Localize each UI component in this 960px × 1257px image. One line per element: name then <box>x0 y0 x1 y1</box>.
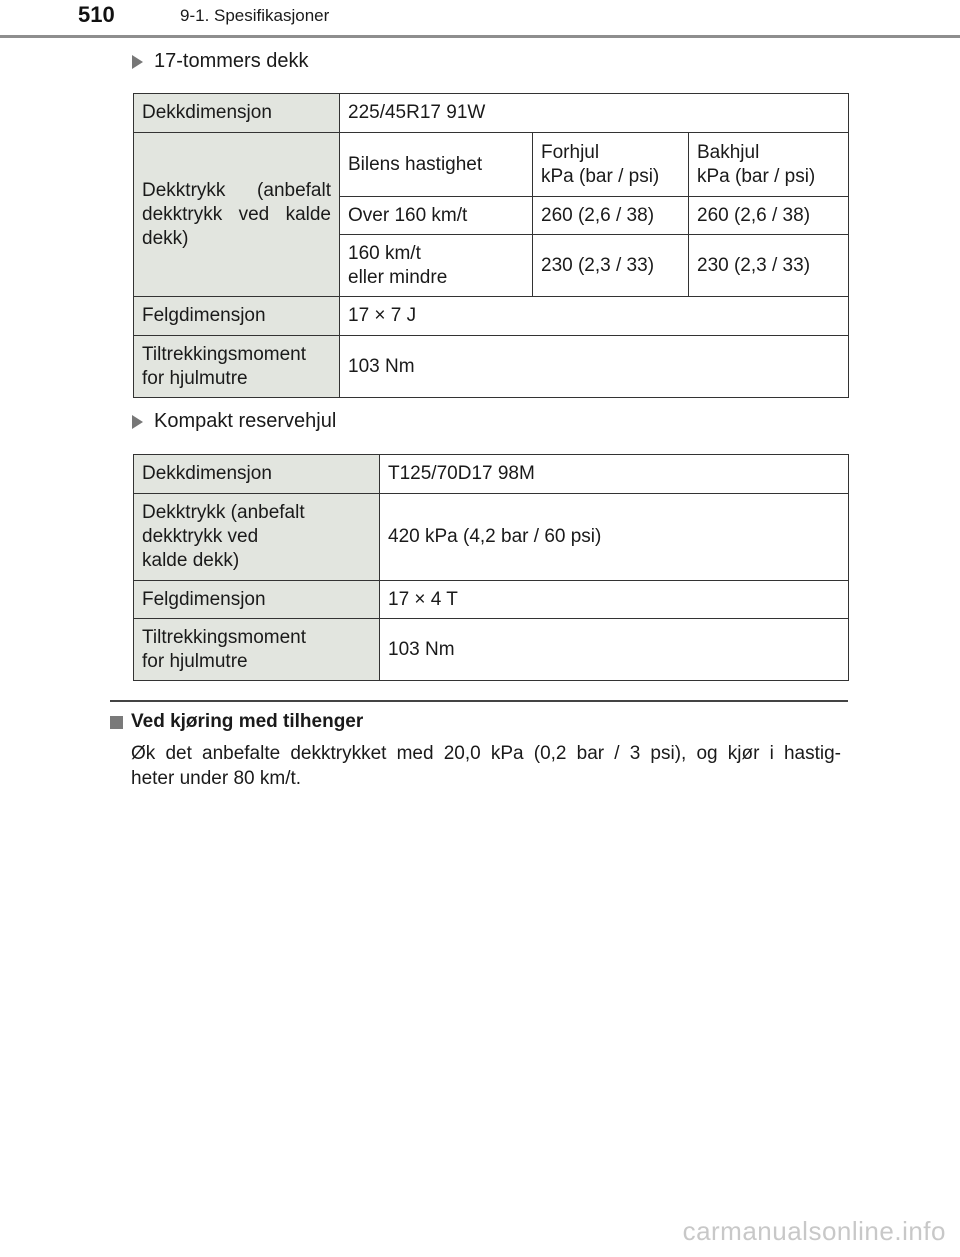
pressure-label-line: dekktrykk ved kalde <box>142 203 331 225</box>
torque-label <box>134 336 340 398</box>
page-number: 510 <box>78 2 115 27</box>
tire-size-label: Dekkdimensjon <box>134 455 380 494</box>
note-body <box>131 741 841 791</box>
speed-header: Bilens hastighet <box>340 133 533 197</box>
watermark: carmanualsonline.info <box>682 1216 946 1246</box>
pressure-label-line: dekktrykk ved <box>142 526 259 547</box>
spec-table-17-inch <box>133 93 849 398</box>
rim-label: Felgdimensjon <box>134 581 380 619</box>
table-row <box>134 581 849 619</box>
pressure-label-line: Dekktrykk (anbefalt <box>142 502 305 523</box>
spec-table-spare <box>133 454 849 681</box>
page-header <box>0 0 960 40</box>
subheading-spare-wheel <box>132 410 336 433</box>
pressure-label-line: Dekktrykk (anbefalt <box>142 179 331 201</box>
subheading-text: Kompakt reservehjul <box>154 410 337 432</box>
table-row <box>134 297 849 336</box>
torque-label <box>134 619 380 681</box>
pressure-value: 420 kPa (4,2 bar / 60 psi) <box>380 494 849 581</box>
front-pressure-cell: 230 (2,3 / 33) <box>533 235 689 297</box>
section-title: 9-1. Spesifikasjoner <box>180 6 330 25</box>
subheading-text: 17-tommers dekk <box>154 50 309 72</box>
section-divider <box>110 700 848 702</box>
note-title-text: Ved kjøring med tilhenger <box>131 711 364 732</box>
rear-header-line: Bakhjul <box>697 141 760 163</box>
torque-label-line: for hjulmutre <box>142 650 248 672</box>
rim-label: Felgdimensjon <box>134 297 340 336</box>
header-rule <box>0 35 960 38</box>
arrow-bullet-icon <box>132 55 143 69</box>
pressure-label <box>134 494 380 581</box>
front-header-line: Forhjul <box>541 141 600 163</box>
front-pressure-cell: 260 (2,6 / 38) <box>533 197 689 235</box>
speed-line: eller mindre <box>348 266 448 288</box>
speed-cell: Over 160 km/t <box>340 197 533 235</box>
torque-value: 103 Nm <box>380 619 849 681</box>
table-row <box>134 455 849 494</box>
front-header-unit: kPa (bar / psi) <box>541 165 660 187</box>
table-row <box>134 619 849 681</box>
arrow-bullet-icon <box>132 415 143 429</box>
rear-header-unit: kPa (bar / psi) <box>697 165 816 187</box>
table-row <box>134 336 849 398</box>
tire-size-value: T125/70D17 98M <box>380 455 849 494</box>
speed-cell <box>340 235 533 297</box>
torque-label-line: Tiltrekkingsmoment <box>142 343 307 365</box>
table-row <box>134 94 849 133</box>
speed-line: 160 km/t <box>348 242 421 264</box>
rim-value: 17 × 7 J <box>340 297 849 336</box>
tire-size-label: Dekkdimensjon <box>134 94 340 133</box>
torque-value: 103 Nm <box>340 336 849 398</box>
front-header <box>533 133 689 197</box>
rear-pressure-cell: 260 (2,6 / 38) <box>689 197 849 235</box>
rear-pressure-cell: 230 (2,3 / 33) <box>689 235 849 297</box>
note-title <box>110 711 363 733</box>
note-body-line: heter under 80 km/t. <box>131 768 302 789</box>
rim-value: 17 × 4 T <box>380 581 849 619</box>
table-row <box>134 133 849 197</box>
torque-label-line: for hjulmutre <box>142 367 248 389</box>
note-body-line: Øk det anbefalte dekktrykket med 20,0 kPa (0,2 bar / 3 psi), og kjør i hastig- <box>131 743 841 764</box>
square-bullet-icon <box>110 716 123 729</box>
pressure-label-line: kalde dekk) <box>142 550 240 571</box>
rear-header <box>689 133 849 197</box>
table-row <box>134 494 849 581</box>
pressure-label-line: dekk) <box>142 227 189 249</box>
torque-label-line: Tiltrekkingsmoment <box>142 626 307 648</box>
pressure-label <box>134 133 340 297</box>
subheading-17-inch <box>132 50 309 73</box>
tire-size-value: 225/45R17 91W <box>340 94 849 133</box>
